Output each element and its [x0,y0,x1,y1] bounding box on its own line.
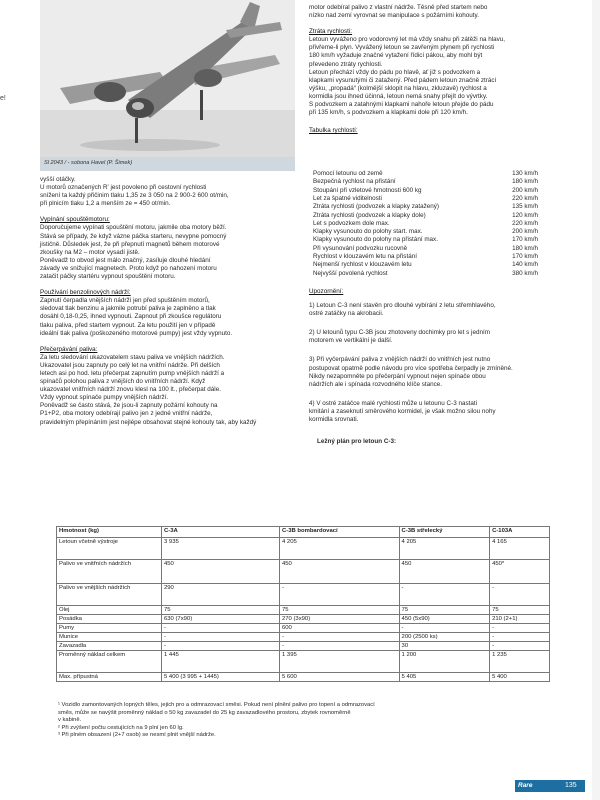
intro-line: vyšší otáčky. [40,176,76,183]
speed-label: Klapky vysunouto do polohy start. max. [313,228,423,236]
speed-value: 170 km/h [512,253,538,260]
section-line: zkoušky na M2 – motor vysadí jistě. [40,248,140,256]
speed-value: 180 km/h [512,244,538,252]
speed-row [311,187,556,195]
warning-line: ostré zatáčky na akrobacii. [309,310,384,318]
warning-line: nádržích ale i spínada rozvodného klíče stance. [309,380,443,388]
table-note: ¹ Vozidlo zamontovaných lopných těles, jejich pro a odmrazovací směsi. Pokud není plnění palivo pro topení a odmrazovací [58,702,375,708]
table-cell: 5 400 [490,673,550,682]
speed-row [311,170,556,178]
table-header: C-103A [490,527,550,538]
section-line: letech asi po hod. letu přečerpat zapnutím pump vnějších nádrží a [40,369,225,377]
section-line: pravidelným přepínáním jest nejlépe obsahovat stejné kohouty tak, aby každý [40,418,257,426]
right-column-top [309,4,505,135]
table-note: ³ Při plném obsazení (2+7 osob) se nesmí plnit vnější nádrže. [58,732,216,739]
table-cell: Pumy [57,624,162,633]
table-cell: Proměnný náklad celkem [57,651,162,673]
table-row [57,615,550,624]
table-cell: - [162,624,280,633]
speed-row [311,236,556,244]
section-heading: Vypínání spouštěmotoru: [40,216,110,224]
warning-line: motorem ve vertikální je další. [309,337,393,345]
speed-label: Pomocí letounu od země [313,170,383,177]
text-line: 180 km/h vyžaduje značné vytažení řídicí pákou, aby mohl být [309,52,483,60]
warning-line: Nikdy nezapomněte po přečerpání vypnout nejen spínače obou [309,372,486,380]
text-line: při 135 km/h, s podvozkem a klapkami dole při 120 km/h. [309,109,468,117]
table-cell: 4 205 [280,538,400,560]
table-cell: 200 (2500 ks) [399,633,490,642]
table-header: C-3B bombardovací [280,527,400,538]
table-cell: - [490,584,550,606]
table-cell: 1 395 [280,651,400,673]
table-row [57,673,550,682]
text-line: S podvozkem a zatahnými klapkami nahoře letoun přejde do pádu [309,101,494,109]
text-line: nízko nad zemí vyrovnat se manipulace s požárními kohouty. [309,12,479,20]
speed-label: Bezpečná rychlost na přistání [313,178,396,186]
speed-row [311,178,556,186]
text-line: Letoun přechází vždy do pádu po hlavě, ať již s podvozkem a [309,68,481,76]
warnings-heading: Upozornění: [309,288,344,295]
warnings-block [309,288,513,446]
table-cell: 270 (3x90) [280,615,400,624]
table-cell: 1 445 [162,651,280,673]
section-line: Poněvadž to obvod jest málo značný, zasíluje dlouhé hledání [40,256,211,264]
warning-line: 2) U letounů typu C-3B jsou zhotoveny dochimky pro let s jedním [309,329,490,337]
speed-row [311,245,556,253]
photo-caption-bar [40,157,295,171]
table-cell: 75 [280,606,400,615]
text-line: přivřeme-li plyn. Vyvážený letoun se zavřeným plynem při rychlosti [309,44,495,52]
aircraft-photo [40,0,295,157]
speed-table-heading: Tabulka rychlostí: [309,127,358,135]
speed-value: 220 km/h [512,219,538,227]
text-line: klapkami vysunutými či zatažený. Před pádem letoun značně ztrácí [309,76,497,84]
speed-label: Let s podvozkem dole max. [313,219,390,227]
table-note: směs, může se navýšit proměnný náklad o 50 kg zavazadel do 25 kg zavazadlového prostoru, zbytek rovnoměrně [58,709,351,716]
speed-row [311,270,556,278]
table-cell: 630 (7x90) [162,615,280,624]
table-cell: - [162,642,280,651]
table-cell: Palivo ve vnitřních nádržích [57,560,162,584]
warning-line: kmitání a zaseknutí směrového kormidel, je však možno silou nohy [309,407,496,415]
table-cell: 5 405 [399,673,490,682]
table-cell: 4 205 [399,538,490,560]
speed-label: Ztráta rychlosti (podvozek a klapky dole) [313,211,426,219]
table-cell: 450 (5x90) [399,615,490,624]
section-line: zatačit páčky startéru vypnout spouštění motoru. [40,273,176,281]
speed-label: Nejvyšší povolená rychlost [313,269,388,277]
speed-value: 135 km/h [512,203,538,211]
warning-line: kormidla srovnati. [309,416,359,424]
table-cell: - [280,633,400,642]
warning-line: 3) Při vyčerpávání paliva z vnějších nádrží do vnitřních jest nutno [309,356,491,364]
table-cell: Munice [57,633,162,642]
speed-label: Při vysunování podvozku rucovně [313,244,408,252]
warning-line: postupovat opatrně podle návodu pro více spotřeba čerpadly je zmíněné. [309,364,513,372]
section-line: Za letu sledování ukazovatelem stavu paliva ve vnějších nádržích. [40,353,225,361]
table-header: C-3B střelecký [399,527,490,538]
table-row [57,642,550,651]
table-cell: 30 [399,642,490,651]
section-line: jističně. Důsledek jest, že při přepnutí magnetů během motorové [40,240,220,248]
aircraft-illustration [40,0,295,157]
table-cell: 75 [490,606,550,615]
load-plan-title: Ležný plán pro letoun C-3: [317,438,397,446]
section-line: Poněvadž se často stává, že jsou-li zapnuty požární kohouty na [40,402,218,410]
speed-value: 200 km/h [512,186,538,194]
load-table [56,526,550,682]
table-cell: 450* [490,560,550,584]
section-line: P1+P2, oba motory odebírají palivo jen z jedné vnitřní nádrže, [40,410,213,418]
text-line: kormidla jsou ihned účinná, letoun nemá snahy přejít do vývrtky. [309,92,488,100]
speed-row [311,261,556,269]
section-line: Vždy vypnout spínače pumpy vnějších nádrží. [40,394,169,402]
speed-label: Rychlost v klouzavém letu na přistání [313,253,417,260]
section-line: sledovat tlak benzinu a jakmile potrubí paliva je zaplněno a tlak [40,305,216,313]
table-cell: 1 235 [490,651,550,673]
table-cell: - [399,584,490,606]
speed-label: Ztráta rychlosti (podvozek a klapky zatažený) [313,203,439,211]
table-cell: - [490,624,550,633]
table-cell: 290 [162,584,280,606]
table-cell: 210 (2+1) [490,615,550,624]
table-cell: - [490,633,550,642]
table-header: Hmotnost (kg) [57,527,162,538]
speed-row [311,228,556,236]
text-line: motor odebíral palivo z vlastní nádrže. Těsně před startem nebo [309,4,488,11]
section-line: tlaku paliva, před startem vypnout. Za letu použití jen v případě [40,321,216,329]
speed-value: 130 km/h [512,170,538,177]
section-heading: Ztráta rychlosti: [309,28,353,36]
table-cell: 75 [162,606,280,615]
table-row [57,633,550,642]
table-cell: Olej [57,606,162,615]
speed-label: Stoupání při vzletové hmotnosti 600 kg [313,186,422,194]
table-cell: 1 200 [399,651,490,673]
text-line: Letoun vyváženo pro vodorovný let má vždy snahu při zátěži na hlavu, [309,36,506,44]
margin-mark: e! [0,95,6,102]
table-cell: - [280,642,400,651]
table-cell: Letoun včetně výstroje [57,538,162,560]
speed-label: Nejmenší rychlost v klouzavém letu [313,261,412,269]
speed-label: Klapky vysunouto do polohy na přistání max. [313,236,438,244]
speed-value: 140 km/h [512,261,538,269]
intro-line: při plnicím tlaku 1,2 a menším ze = 450 ot/min. [40,200,171,208]
section-line: ukazovatel vnitřních nádrží znovu klesl na 100 lt., přečerpat dále. [40,386,221,394]
section-heading: Používání benzolinových nádrží: [40,289,131,297]
warning-line: 4) V ostré zatáčce malé rychlosti může u letounu C-3 nastati [309,399,477,407]
footer-label: Rare [518,782,533,789]
table-cell: 3 935 [162,538,280,560]
section-line: závady ve snižující magnetech. Proto když po nahození motoru [40,264,217,272]
section-heading: Přečerpávání paliva: [40,345,98,353]
text-line: převedeno ztráty rychlosti. [309,60,383,68]
section-line: Zapnutí čerpadla vnějších nádrží jen před spuštěním motorů, [40,297,210,305]
table-header-row [57,527,550,538]
speed-row [311,195,556,203]
table-cell: - [399,624,490,633]
section-line: Stává se případy, že když vázne páčka starteru, nevypne pomocný [40,232,227,240]
table-row [57,584,550,606]
table-row [57,651,550,673]
intro-line: U motorů označených R' jest povoleno při cestovní rychlosti [40,184,207,192]
table-row [57,606,550,615]
text-line: výšku, „propadá“ (kolmější sklopit na hlavu, zkluzavě) rychlost a [309,84,487,92]
table-cell: 450 [162,560,280,584]
table-cell: - [162,633,280,642]
speed-value: 380 km/h [512,269,538,277]
speed-value: 220 km/h [512,194,538,202]
table-note: v kabině. [58,717,82,724]
speed-row [311,220,556,228]
section-line: ideální tlak paliva (poškozeného motorové pumpy) jest vždy vypnuto. [40,329,233,337]
table-cell: Palivo ve vnějších nádržích [57,584,162,606]
table-cell: Zavazadla [57,642,162,651]
speed-label: Let za špatné viditelnosti [313,194,382,202]
table-cell: 5 600 [280,673,400,682]
section-line: spínačů polohou paliva z vnějších do vnitřních nádrží. Když [40,378,206,386]
speed-row [311,212,556,220]
table-notes [58,702,375,740]
intro-line: snížení ta každý přičinim tlaku 1,35 ze 3 050 na 2 900-2 600 ot/min, [40,192,229,200]
table-row [57,624,550,633]
table-cell: 4 165 [490,538,550,560]
warning-line: 1) Letoun C-3 není stavěn pro dlouhé vybírání z letu střemhlavého, [309,302,496,310]
table-cell: Max. přípustná [57,673,162,682]
table-cell: 600 [280,624,400,633]
table-row [57,560,550,584]
table-cell: - [490,642,550,651]
table-cell: 75 [399,606,490,615]
table-cell: 450 [399,560,490,584]
page-edge [592,0,600,800]
section-line: Doporučujeme vypínati spouštění motoru, jakmile oba motory běží. [40,224,227,232]
speed-value: 120 km/h [512,211,538,219]
speed-value: 180 km/h [512,178,538,186]
left-column [40,176,256,427]
page-number: 135 [565,782,577,789]
table-cell: Posádka [57,615,162,624]
table-cell: 450 [280,560,400,584]
table-cell: 5 400 (3 995 + 1445) [162,673,280,682]
table-header: C-3A [162,527,280,538]
table-cell: - [280,584,400,606]
table-note: ² Při zvýšení počtu cestujících na 9 plní jen 60 lg. [58,724,184,731]
speed-row [311,203,556,211]
speed-value: 170 km/h [512,236,538,244]
section-line: dosáhl 0,18-0,25, ihned vypnouti. Zapnout při zkoušce regulátoru [40,313,222,321]
section-line: Ukazovatel jsou zapnuty po celý let na vnitřní nádrže. Při delších [40,361,220,369]
table-row [57,538,550,560]
speed-value: 200 km/h [512,228,538,236]
speed-row [311,253,556,261]
photo-caption: Sl 2043 / - sobona Havel (P. Šimek) [44,160,133,166]
